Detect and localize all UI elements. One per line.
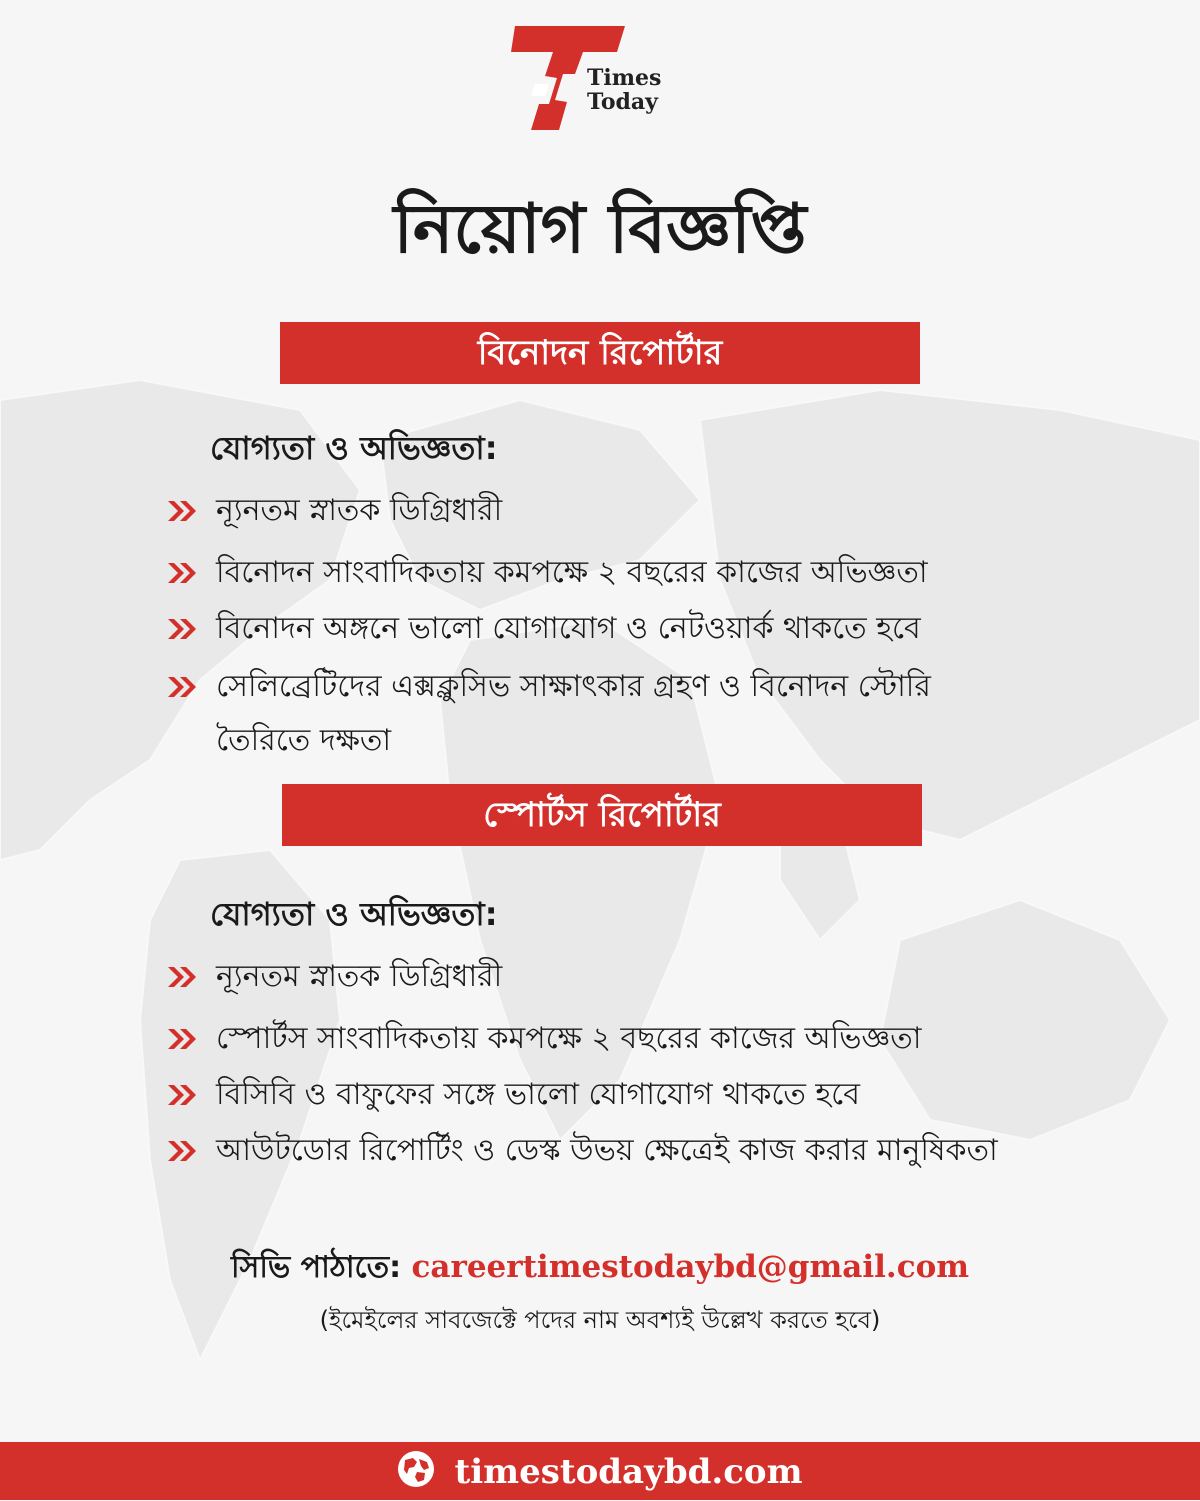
list-item xyxy=(168,950,1048,1004)
website-link[interactable]: timestodaybd.com xyxy=(454,1451,803,1492)
list-item-text: সেলিব্রেটিদের এক্সক্লুসিভ সাক্ষাৎকার গ্রহণ ও বিনোদন স্টোরি তৈরিতে দক্ষতা xyxy=(216,669,931,758)
list-item xyxy=(168,546,1048,600)
list-item-text: ন্যূনতম স্নাতক ডিগ্রিধারী xyxy=(216,959,503,994)
chevron-right-icon xyxy=(168,967,196,987)
list-item xyxy=(168,660,1028,768)
footer-bar xyxy=(0,1442,1200,1500)
list-item xyxy=(168,1068,1048,1122)
list-item-text: স্পোর্টস সাংবাদিকতায় কমপক্ষে ২ বছরের কাজের অভিজ্ঞতা xyxy=(216,1021,922,1056)
logo-word-times: Times xyxy=(587,65,662,91)
list-item xyxy=(168,484,1048,538)
chevron-right-icon xyxy=(168,1141,196,1161)
position-banner-entertainment: বিনোদন রিপোর্টার xyxy=(280,322,920,384)
page-title: নিয়োগ বিজ্ঞপ্তি xyxy=(393,190,807,269)
list-item-text: বিসিবি ও বাফুফের সঙ্গে ভালো যোগাযোগ থাকতে হবে xyxy=(216,1077,860,1112)
cv-contact-line xyxy=(0,1244,1200,1291)
qualifications-heading-entertainment: যোগ্যতা ও অভিজ্ঞতা: xyxy=(210,429,498,467)
list-item-text: ন্যূনতম স্নাতক ডিগ্রিধারী xyxy=(216,493,503,528)
qualifications-heading-sports: যোগ্যতা ও অভিজ্ঞতা: xyxy=(210,895,498,933)
chevron-right-icon xyxy=(168,1029,196,1049)
cv-label: সিভি পাঠাতে: xyxy=(230,1250,402,1285)
chevron-right-icon xyxy=(168,677,196,697)
list-item-text: বিনোদন অঙ্গনে ভালো যোগাযোগ ও নেটওয়ার্ক থাকতে হবে xyxy=(216,611,921,646)
cv-email-link[interactable]: careertimestodaybd@gmail.com xyxy=(411,1249,970,1285)
logo-word-today: Today xyxy=(587,89,658,115)
chevron-right-icon xyxy=(168,1085,196,1105)
list-item xyxy=(168,602,1048,656)
email-subject-note: (ইমেইলের সাবজেক্টে পদের নাম অবশ্যই উল্লেখ করতে হবে) xyxy=(319,1306,881,1334)
list-item-text: বিনোদন সাংবাদিকতায় কমপক্ষে ২ বছরের কাজের অভিজ্ঞতা xyxy=(216,555,928,590)
chevron-right-icon xyxy=(168,619,196,639)
list-item xyxy=(168,1124,1048,1178)
globe-icon xyxy=(397,1450,435,1488)
list-item xyxy=(168,1012,1048,1066)
footer-content xyxy=(0,1442,1200,1500)
list-item-text: আউটডোর রিপোর্টিং ও ডেস্ক উভয় ক্ষেত্রেই কাজ করার মানুষিকতা xyxy=(216,1133,998,1168)
chevron-right-icon xyxy=(168,563,196,583)
position-banner-sports: স্পোর্টস রিপোর্টার xyxy=(282,784,922,846)
times-today-logo xyxy=(505,22,680,134)
chevron-right-icon xyxy=(168,501,196,521)
